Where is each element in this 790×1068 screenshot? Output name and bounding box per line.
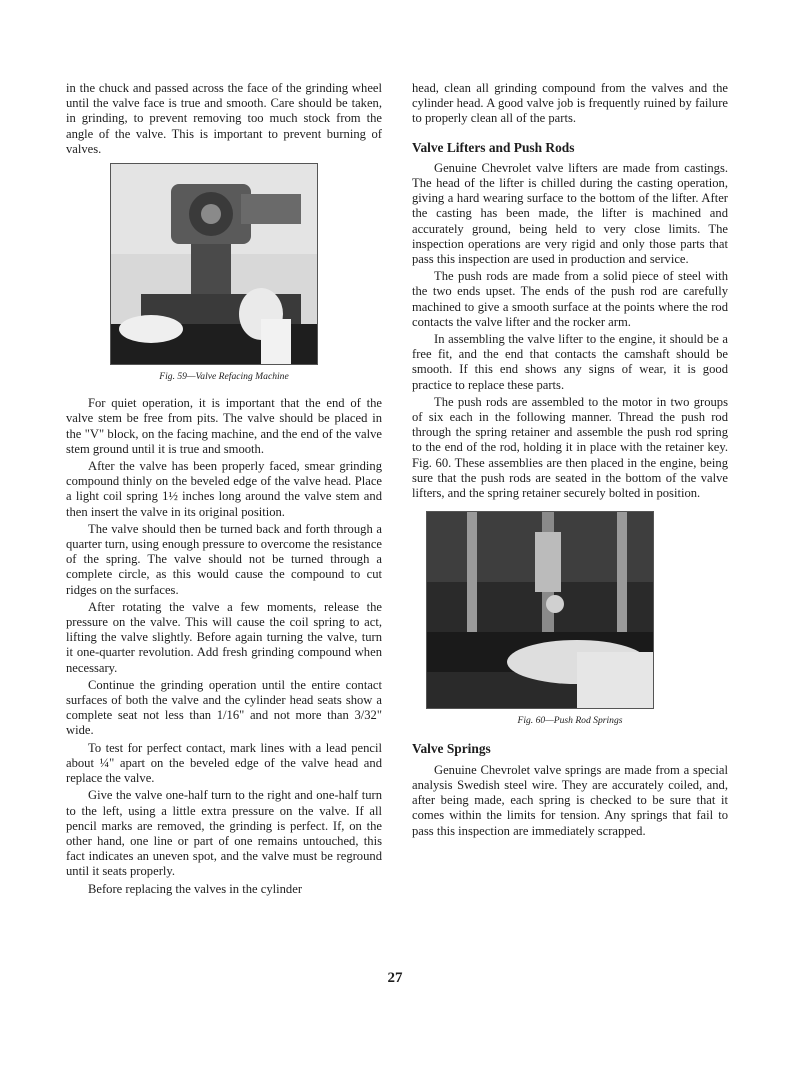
paragraph: The valve should then be turned back and forth through a quarter turn, using enough pressure to overcome the resistance of the spring. The valve should not be turned through a complete circle, as this would cause the compound to cut ridges on the surfaces. <box>66 521 382 597</box>
page-number: 27 <box>387 970 403 986</box>
figure-59-caption: Fig. 59—Valve Refacing Machine <box>159 371 289 383</box>
paragraph: After the valve has been properly faced, smear grinding compound thinly on the beveled edge of the valve head. Place a light coil spring 1½ inches long around the valve stem and then insert the valve in its original position. <box>66 459 382 519</box>
paragraph: For quiet operation, it is important that the end of the valve stem be free from pits. The valve should be placed in the "V" block, on the facing machine, and the end of the valve stem ground until it is true and smooth. <box>66 396 382 456</box>
paragraph: in the chuck and passed across the face of the grinding wheel until the valve face is true and smooth. Care should be taken, in grinding, to prevent removing too much stock from the angle of the valve. This is important to prevent burning of valves. <box>66 81 382 156</box>
paragraph: Genuine Chevrolet valve springs are made from a special analysis Swedish steel wire. They are accurately coiled, and, after being made, each spring is checked to be sure that it comes within the limits for tension. Any springs that fail to pass this inspection are immediately scrapped. <box>412 762 728 838</box>
paragraph: Genuine Chevrolet valve lifters are made from castings. The head of the lifter is chilled during the casting operation, giving a hard wearing surface to the bottom of the lifter. After the casting has been made, the lifter is machined and accurately ground, being held to very close limits. The inspection operations are very rigid and only those parts that pass this inspection are used in production and service. <box>412 160 728 267</box>
paragraph: head, clean all grinding compound from the valves and the cylinder head. A good valve job is frequently ruined by failure to properly clean all of the parts. <box>412 81 728 126</box>
paragraph: To test for perfect contact, mark lines with a lead pencil about ¼" apart on the beveled edge of the valve head and replace the valve. <box>66 740 382 786</box>
figure-60-caption: Fig. 60—Push Rod Springs <box>517 715 623 727</box>
paragraph: The push rods are assembled to the motor in two groups of six each in the following manner. Thread the push rod through the spring retainer and assemble the push rod spring to the end of the rod, holding it in place with the retainer key. Fig. 60. These assemblies are then placed in the engine, being sure that the push rods are seated in the bottom of the valve lifters, and the spring retainer securely bolted in position. <box>412 394 728 501</box>
push-rod-springs-photo <box>426 511 654 709</box>
push-rod-illustration <box>427 512 653 708</box>
machine-illustration <box>111 164 317 364</box>
right-column <box>412 81 728 841</box>
paragraph: Before replacing the valves in the cylinder <box>88 881 303 896</box>
section-heading: Valve Springs <box>412 741 491 757</box>
paragraph: Give the valve one-half turn to the right and one-half turn to the left, using a little extra pressure on the valve. If all pencil marks are removed, the grinding is perfect. If, on the other hand, one line or part of one remains untouched, this fact indicates an uneven spot, and the valve must be reground until it seats properly. <box>66 788 382 879</box>
paragraph: Continue the grinding operation until the entire contact surfaces of both the valve and the cylinder head seats show a complete seat not less than 1/16" and not more than 3/32" wide. <box>66 677 382 738</box>
paragraph: After rotating the valve a few moments, release the pressure on the valve. This will cause the coil spring to act, lifting the valve slightly. Before again turning the valve, turn it one-quarter revolution. Add fresh grinding compound when necessary. <box>66 599 382 675</box>
paragraph: The push rods are made from a solid piece of steel with the two ends upset. The ends of the push rod are carefully machined to give a smooth surface at the points where the rod contacts the valve lifter and the rocker arm. <box>412 269 728 329</box>
section-heading: Valve Lifters and Push Rods <box>412 139 575 155</box>
valve-refacing-machine-photo <box>110 163 318 365</box>
paragraph: In assembling the valve lifter to the engine, it should be a free fit, and the end that contacts the camshaft should be smooth. If this end shows any signs of wear, it is good practice to replace these parts. <box>412 332 728 392</box>
left-column <box>66 81 382 899</box>
